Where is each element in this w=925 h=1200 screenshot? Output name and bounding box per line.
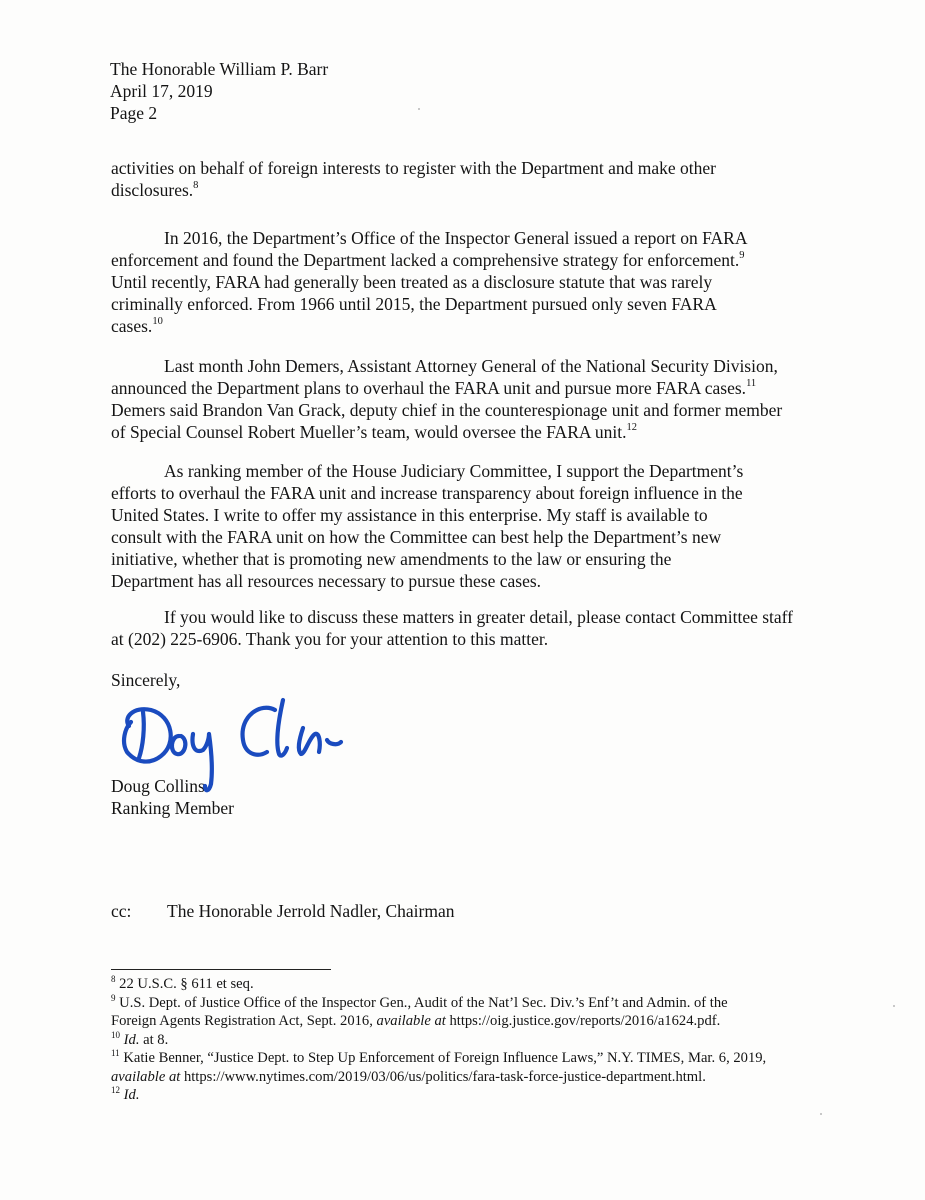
footnote-url: https://oig.justice.gov/reports/2016/a1624.pdf. (445, 1013, 721, 1029)
footnote-text: U.S. Dept. of Justice Office of the Inspector Gen., Audit of the Nat’l Sec. Div.’s Enf’t and Admin. of the (119, 994, 728, 1011)
paragraph-line: activities on behalf of foreign interests to register with the Department and make other (111, 158, 717, 178)
footnote-11 (111, 1049, 811, 1086)
footnote-line (111, 994, 811, 1013)
signature-stroke (139, 712, 144, 758)
signature-stroke (243, 708, 275, 755)
handwritten-signature (115, 688, 385, 798)
paragraph-line: United States. I write to offer my assistance in this enterprise. My staff is available to (111, 505, 708, 525)
letter-header (110, 58, 328, 124)
paragraph-support (111, 460, 811, 592)
paragraph-oig-report (111, 227, 811, 337)
footnote-number: 12 (111, 1085, 120, 1096)
paragraph-line: Department has all resources necessary to pursue these cases. (111, 571, 542, 591)
footnote-line (111, 1012, 811, 1031)
paragraph-line: Demers said Brandon Van Grack, deputy chief in the counterespionage unit and former member (111, 400, 783, 420)
paragraph-line: If you would like to discuss these matters in greater detail, please contact Committee staff (164, 607, 794, 627)
paragraph-line: As ranking member of the House Judiciary Committee, I support the Department’s (164, 461, 744, 481)
paragraph-line (111, 421, 811, 443)
signature-stroke (192, 734, 211, 790)
paragraph-line-text: announced the Department plans to overhaul the FARA unit and pursue more FARA cases. (111, 378, 747, 398)
footnote-line (111, 1068, 811, 1087)
paragraph-line (111, 249, 811, 271)
footnote-12 (111, 1086, 811, 1105)
paragraph-line-text: of Special Counsel Robert Mueller’s team, would oversee the FARA unit. (111, 422, 627, 442)
paragraph-line (111, 377, 811, 399)
footnote-text: Katie Benner, “Justice Dept. to Step Up Enforcement of Foreign Influence Laws,” N.Y. TIMES, Mar. 6, 2019, (123, 1050, 767, 1066)
footnote-text: 22 U.S.C. § 611 et seq. (119, 976, 254, 992)
footnote-italic: available at (111, 1068, 181, 1085)
paragraph-line (111, 179, 811, 201)
header-date: April 17, 2019 (110, 81, 213, 101)
footnote-text: Foreign Agents Registration Act, Sept. 2016, (111, 1013, 377, 1029)
footnote-divider (111, 969, 331, 970)
scan-speck (893, 1005, 895, 1007)
signature-stroke (277, 700, 287, 756)
footnote-9 (111, 994, 811, 1031)
cc-line (111, 900, 454, 922)
footnote-url: https://www.nytimes.com/2019/03/06/us/politics/fara-task-force-justice-department.html. (180, 1068, 706, 1085)
paragraph-line: criminally enforced. From 1966 until 2015, the Department pursued only seven FARA (111, 294, 717, 314)
footnote-number: 9 (111, 992, 116, 1003)
signature-stroke (124, 709, 171, 761)
footnote-number: 10 (111, 1029, 120, 1040)
footnote-ref-10: 10 (152, 316, 163, 328)
paragraph-continuation (111, 157, 811, 201)
footnote-10 (111, 1031, 811, 1050)
footnote-italic: Id. (123, 1087, 140, 1103)
paragraph-line: In 2016, the Department’s Office of the Inspector General issued a report on FARA (164, 228, 748, 248)
footnote-ref-11: 11 (746, 378, 757, 390)
paragraph-line: Last month John Demers, Assistant Attorney General of the National Security Division, (164, 356, 778, 376)
header-page-number: Page 2 (110, 103, 158, 123)
paragraph-line: initiative, whether that is promoting new amendments to the law or ensuring the (111, 549, 672, 569)
footnote-8 (111, 975, 811, 994)
paragraph-line: at (202) 225-6906. Thank you for your attention to this matter. (111, 629, 549, 649)
paragraph-line-text: disclosures. (111, 180, 194, 200)
footnotes (111, 975, 811, 1105)
paragraph-line: efforts to overhaul the FARA unit and increase transparency about foreign influence in the (111, 483, 743, 503)
signer-name: Doug Collins (111, 776, 205, 796)
signer-title: Ranking Member (111, 798, 234, 818)
paragraph-line: Until recently, FARA had generally been treated as a disclosure statute that was rarely (111, 272, 713, 292)
footnote-text: at 8. (139, 1031, 169, 1048)
footnote-ref-12: 12 (626, 422, 638, 434)
cc-label: cc: (111, 901, 132, 921)
signature-stroke (172, 736, 185, 754)
paragraph-demers (111, 355, 811, 443)
header-recipient: The Honorable William P. Barr (110, 59, 329, 79)
paragraph-line (111, 315, 811, 337)
footnote-ref-8: 8 (193, 180, 199, 192)
paragraph-line: consult with the FARA unit on how the Committee can best help the Department’s new (111, 527, 722, 547)
signature-stroke (327, 740, 341, 744)
scan-speck (820, 1113, 822, 1115)
paragraph-line-text: cases. (111, 316, 153, 336)
paragraph-contact (111, 606, 811, 650)
closing-salutation: Sincerely, (111, 670, 181, 690)
footnote-line (111, 1049, 811, 1068)
scan-speck (418, 108, 420, 110)
cc-recipient: The Honorable Jerrold Nadler, Chairman (167, 901, 455, 921)
footnote-italic: Id. (123, 1031, 140, 1048)
footnote-number: 8 (111, 974, 116, 985)
paragraph-line-text: enforcement and found the Department lacked a comprehensive strategy for enforcement. (111, 250, 740, 270)
footnote-number: 11 (111, 1048, 120, 1059)
footnote-ref-9: 9 (739, 250, 745, 262)
signature-stroke (299, 728, 320, 754)
footnote-italic: available at (376, 1013, 446, 1029)
